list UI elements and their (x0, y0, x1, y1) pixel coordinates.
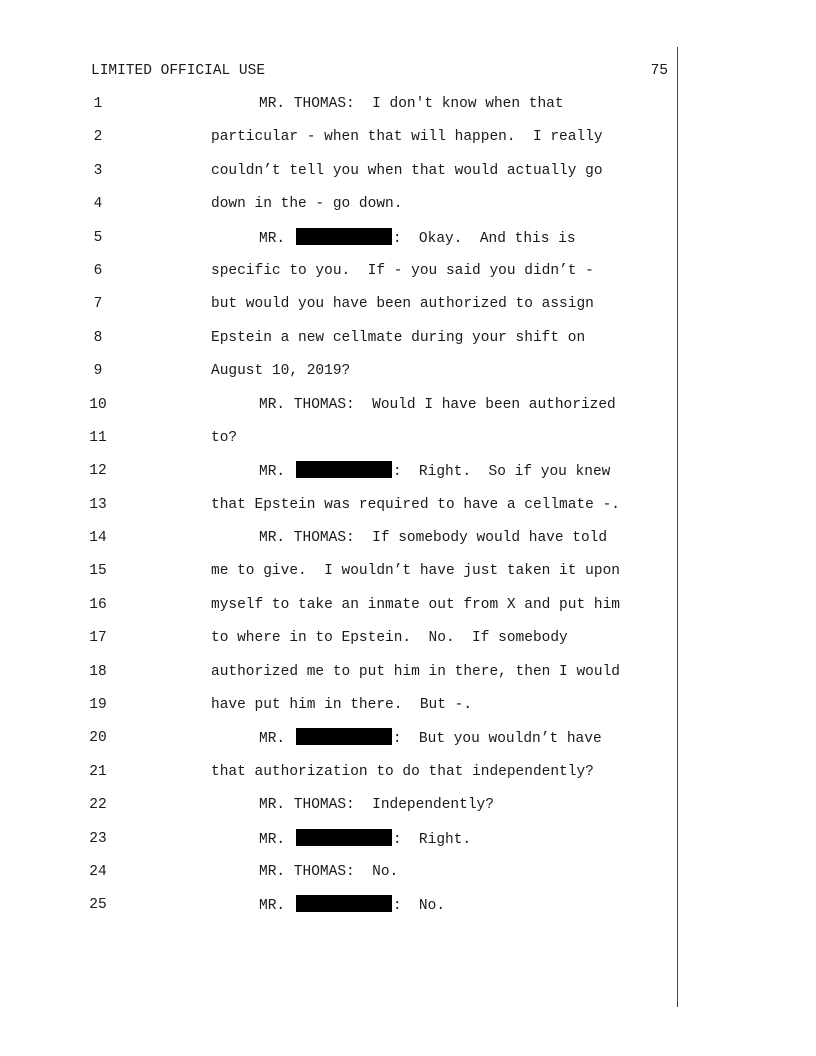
line-text-segment: couldn’t tell you when that would actually go (211, 162, 603, 179)
line-text-segment: MR. (259, 230, 294, 247)
transcript-body (0, 94, 677, 929)
line-text-segment: : But you wouldn’t have (392, 731, 602, 748)
line-number: 22 (89, 797, 107, 814)
line-text-segment: me to give. I wouldn’t have just taken it upon (211, 563, 620, 580)
transcript-line (0, 127, 677, 160)
line-text-segment: down in the - go down. (211, 196, 403, 213)
line-text-segment: MR. THOMAS: Would I have been authorized (259, 396, 616, 413)
transcript-line (0, 862, 677, 895)
transcript-line (0, 628, 677, 661)
line-number: 15 (89, 563, 107, 580)
line-text-segment: authorized me to put him in there, then I would (211, 663, 620, 680)
line-text-segment: : Okay. And this is (392, 230, 576, 247)
line-text-segment: Epstein a new cellmate during your shift on (211, 329, 586, 346)
line-text-segment: specific to you. If - you said you didn’t - (211, 262, 594, 279)
line-text (211, 261, 594, 281)
line-text-segment: to where in to Epstein. No. If somebody (211, 630, 568, 647)
redaction-box (296, 895, 392, 912)
transcript-line (0, 361, 677, 394)
transcript-line (0, 428, 677, 461)
line-number: 20 (89, 730, 107, 747)
line-number: 6 (93, 262, 103, 279)
line-text (211, 428, 237, 448)
line-text-segment: MR. THOMAS: I don't know when that (259, 96, 564, 112)
right-margin-rule (677, 47, 678, 1007)
transcript-line (0, 528, 677, 561)
transcript-line (0, 895, 677, 928)
line-number: 1 (93, 96, 103, 112)
line-text (211, 328, 585, 348)
line-text (259, 728, 602, 749)
page-header (91, 61, 668, 81)
line-text (259, 94, 564, 114)
transcript-line (0, 695, 677, 728)
line-text (259, 528, 607, 548)
line-number: 9 (93, 363, 103, 380)
transcript-line (0, 762, 677, 795)
line-text-segment: that Epstein was required to have a cellmate -. (211, 496, 620, 513)
redaction-box (296, 461, 392, 478)
line-text-segment: August 10, 2019? (211, 363, 351, 380)
line-text-segment: myself to take an inmate out from X and put him (211, 596, 620, 613)
line-number: 2 (93, 129, 103, 146)
transcript-line (0, 495, 677, 528)
line-text (211, 361, 350, 381)
line-text (211, 495, 620, 515)
transcript-line (0, 461, 677, 494)
line-text-segment: : No. (392, 898, 446, 915)
transcript-line (0, 795, 677, 828)
redaction-box (296, 728, 392, 745)
line-text (211, 762, 594, 782)
line-text-segment: MR. (259, 464, 294, 481)
line-text-segment: MR. (259, 731, 294, 748)
line-text (211, 161, 603, 181)
line-text-segment: : Right. (392, 831, 472, 848)
line-text-segment: MR. THOMAS: If somebody would have told (259, 530, 608, 547)
line-text (211, 561, 620, 581)
line-number: 25 (89, 897, 107, 914)
line-number: 19 (89, 697, 107, 714)
line-text (259, 829, 471, 850)
line-number: 11 (89, 429, 107, 446)
transcript-line (0, 161, 677, 194)
line-text-segment: : Right. So if you knew (392, 464, 611, 481)
transcript-line (0, 194, 677, 227)
line-number: 14 (89, 530, 107, 547)
line-text (211, 628, 568, 648)
line-text-segment: MR. (259, 831, 294, 848)
line-text (211, 662, 620, 682)
transcript-line (0, 94, 677, 127)
line-number: 23 (89, 830, 107, 847)
transcript-line (0, 261, 677, 294)
line-text (259, 895, 445, 916)
line-number: 13 (89, 496, 107, 513)
transcript-line (0, 328, 677, 361)
page-number: 75 (650, 63, 668, 79)
line-number: 24 (89, 863, 107, 880)
line-text-segment: but would you have been authorized to assign (211, 296, 594, 313)
transcript-line (0, 662, 677, 695)
line-number: 7 (93, 296, 103, 313)
line-number: 3 (93, 162, 103, 179)
transcript-line (0, 728, 677, 761)
line-text-segment: MR. THOMAS: Independently? (259, 797, 494, 814)
line-text (259, 862, 398, 882)
line-text (259, 228, 576, 249)
line-text (259, 461, 610, 482)
line-text (259, 395, 616, 415)
line-number: 16 (89, 596, 107, 613)
transcript-line (0, 294, 677, 327)
redaction-box (296, 829, 392, 846)
line-text-segment: that authorization to do that independently? (211, 763, 594, 780)
line-number: 21 (89, 763, 107, 780)
line-text (211, 695, 472, 715)
line-number: 10 (89, 396, 107, 413)
transcript-line (0, 561, 677, 594)
line-text (211, 194, 402, 214)
line-text-segment: have put him in there. But -. (211, 697, 473, 714)
line-text (211, 127, 603, 147)
line-number: 17 (89, 630, 107, 647)
transcript-line (0, 595, 677, 628)
line-text (211, 294, 594, 314)
transcript-line (0, 395, 677, 428)
line-number: 4 (93, 196, 103, 213)
transcript-line (0, 228, 677, 261)
classification-label: LIMITED OFFICIAL USE (91, 63, 266, 79)
line-number: 12 (89, 463, 107, 480)
line-number: 18 (89, 663, 107, 680)
transcript-line (0, 829, 677, 862)
line-text-segment: MR. THOMAS: No. (259, 863, 399, 880)
line-text (211, 595, 620, 615)
line-number: 5 (93, 229, 103, 246)
line-text-segment: particular - when that will happen. I really (211, 129, 603, 146)
redaction-box (296, 228, 392, 245)
line-text (259, 795, 494, 815)
line-number: 8 (93, 329, 103, 346)
line-text-segment: to? (211, 429, 238, 446)
line-text-segment: MR. (259, 898, 294, 915)
